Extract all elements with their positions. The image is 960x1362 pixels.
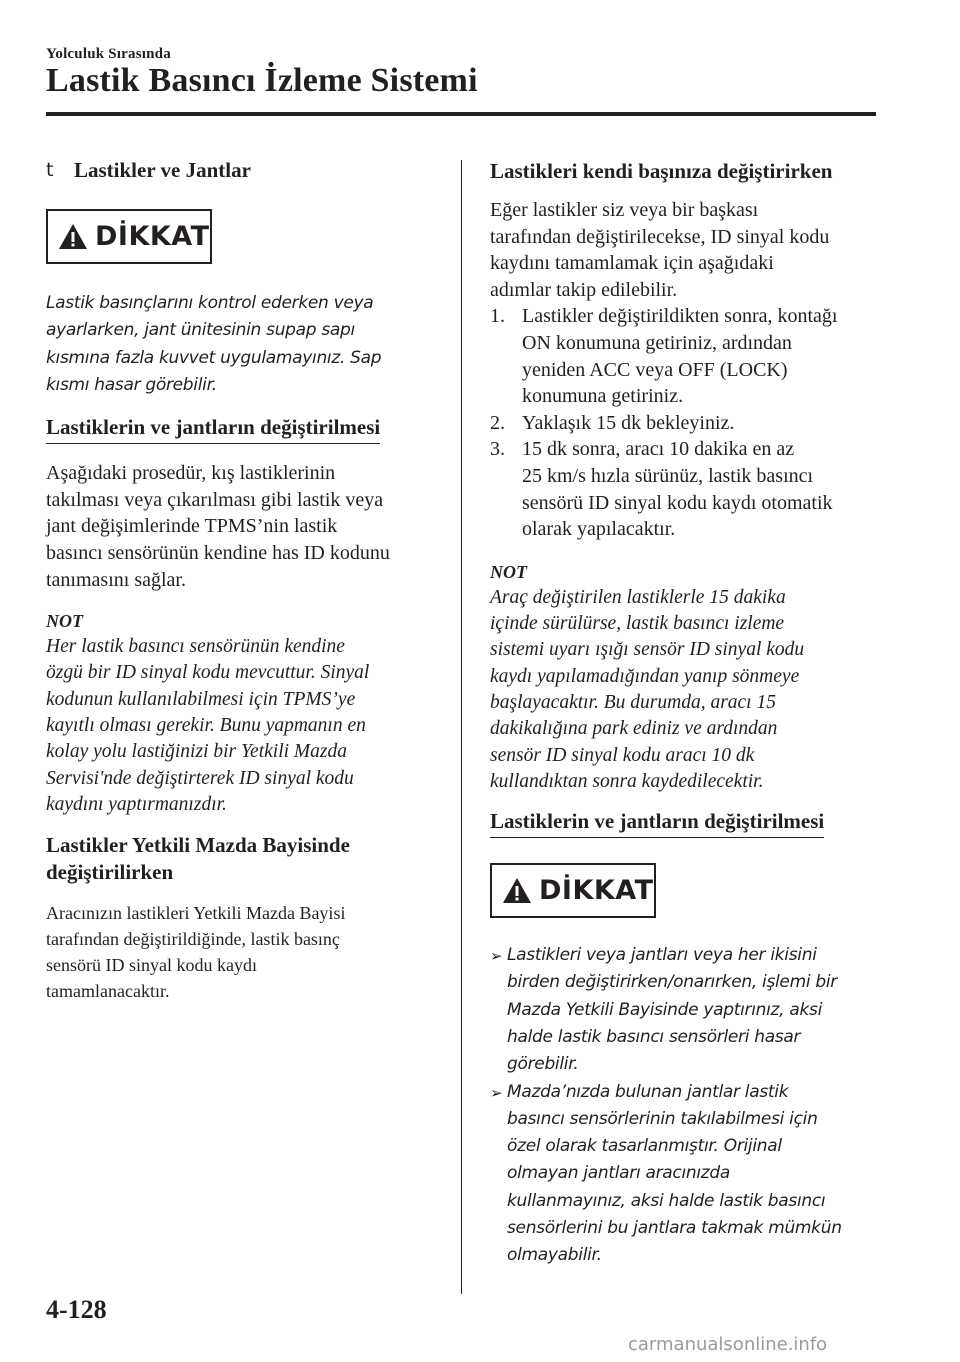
- bullet-line: sensörlerini bu jantlara takmak mümkün: [507, 1218, 842, 1239]
- note-line: kaydını yaptırmanızdır.: [46, 793, 227, 815]
- note-line: kayıtlı olması gerekir. Bunu yapmanın en: [46, 715, 366, 737]
- step-line: ON konumuna getiriniz, ardından: [522, 331, 792, 354]
- caution-label: DİKKAT: [95, 221, 210, 252]
- bullet-line: Mazda’nızda bulunan jantlar lastik: [507, 1081, 789, 1102]
- note-label: NOT: [490, 561, 527, 582]
- text-line: tamamlanacaktır.: [46, 981, 170, 1002]
- note-line: Servisi'nde değiştirterek ID sinyal kodu: [46, 767, 354, 789]
- step-line: 15 dk sonra, aracı 10 dakika en az: [522, 438, 795, 461]
- caution-box: [490, 863, 656, 918]
- text-line: tanımasını sağlar.: [46, 568, 186, 591]
- text-line: takılması veya çıkarılması gibi lastik veya: [46, 488, 384, 511]
- step-item: [490, 436, 885, 542]
- warning-triangle-icon: [58, 223, 88, 250]
- heading-bullet-icon: t: [46, 159, 54, 181]
- note-line: dakikalığına park ediniz ve ardından: [490, 718, 778, 740]
- page-title: Lastik Basıncı İzleme Sistemi: [46, 62, 478, 99]
- bullet-line: kullanmayınız, aksi halde lastik basıncı: [507, 1190, 826, 1211]
- note-line: özgü bir ID sinyal kodu mevcuttur. Sinyal: [46, 662, 370, 684]
- step-item: [490, 303, 885, 409]
- caution-line: kısmı hasar görebilir.: [46, 374, 217, 395]
- text-line: Aracınızın lastikleri Yetkili Mazda Bayisi: [46, 903, 346, 924]
- caution-bullet: [490, 942, 885, 1078]
- text-line: kaydını tamamlamak için aşağıdaki: [490, 252, 774, 275]
- note-line: sistemi uyarı ışığı sensör ID sinyal kodu: [490, 639, 805, 661]
- watermark: carmanualsonline.info: [628, 1334, 828, 1355]
- subheading-wrap: [46, 414, 441, 444]
- note-line: kullandıktan sonra kaydedilecektir.: [490, 770, 764, 792]
- bullet-line: birden değiştirirken/onarırken, işlemi bir: [507, 972, 837, 993]
- subheading-replacing-tires: Lastiklerin ve jantların değiştirilmesi: [490, 808, 824, 838]
- text-line: tarafından değiştirildiğinde, lastik basınç: [46, 929, 340, 950]
- note-line: kodunun kullanılabilmesi için TPMS’ye: [46, 688, 356, 710]
- step-line: Yaklaşık 15 dk bekleyiniz.: [522, 411, 735, 434]
- note-text: [490, 585, 885, 795]
- caution-bullets: [490, 942, 885, 1270]
- note-line: kaydı yapılamadığından yanıp sönmeye: [490, 665, 800, 687]
- bullet-text: [507, 942, 885, 1078]
- note-line: kolay yolu lastiğinizi bir Yetkili Mazda: [46, 741, 347, 763]
- caution-line: kısmına fazla kuvvet uygulamayınız. Sap: [46, 347, 382, 368]
- page-number: 4-128: [46, 1295, 107, 1324]
- left-column: [46, 158, 441, 1004]
- text-line: adımlar takip edilebilir.: [490, 278, 678, 301]
- subheading-line: değiştirilirken: [46, 860, 174, 885]
- arrow-bullet-icon: ➢: [490, 1083, 503, 1102]
- step-line: konumuna getiriniz.: [522, 385, 684, 408]
- text-line: sensörü ID sinyal kodu kaydı: [46, 955, 257, 976]
- bullet-line: Mazda Yetkili Bayisinde yaptırınız, aksi: [507, 999, 822, 1020]
- replacement-paragraph: [46, 460, 441, 593]
- bullet-text: [507, 1079, 885, 1270]
- step-item: [490, 410, 885, 437]
- header-rule: [46, 112, 876, 116]
- subheading-wrap: [490, 808, 885, 838]
- step-number: 3.: [490, 438, 505, 461]
- right-column: [490, 158, 885, 1270]
- dealer-paragraph: [46, 900, 441, 1004]
- text-line: tarafından değiştirilecekse, ID sinyal kodu: [490, 225, 830, 248]
- step-text: [522, 410, 885, 437]
- section-heading: [46, 158, 441, 183]
- text-line: Eğer lastikler siz veya bir başkası: [490, 199, 759, 221]
- step-text: [522, 436, 885, 542]
- bullet-line: görebilir.: [507, 1054, 579, 1075]
- arrow-bullet-icon: ➢: [490, 947, 503, 966]
- caution-box: [46, 209, 212, 264]
- column-divider: [461, 160, 462, 1294]
- bullet-line: olmayan jantları aracınızda: [507, 1163, 731, 1184]
- subheading-replacing-tires: Lastiklerin ve jantların değiştirilmesi: [46, 414, 380, 444]
- caution-line: ayarlarken, jant ünitesinin supap sapı: [46, 320, 355, 341]
- steps-list: [490, 303, 885, 542]
- warning-triangle-icon: [502, 877, 532, 904]
- bullet-line: halde lastik basıncı sensörleri hasar: [507, 1026, 801, 1047]
- note-line: başlayacaktır. Bu durumda, aracı 15: [490, 691, 776, 713]
- section-label: Yolculuk Sırasında: [46, 46, 171, 62]
- note-line: sensör ID sinyal kodu aracı 10 dk: [490, 744, 755, 766]
- text-line: jant değişimlerinde TPMS’nin lastik: [46, 515, 338, 538]
- step-line: olarak yapılacaktır.: [522, 518, 676, 541]
- step-line: Lastikler değiştirildikten sonra, kontağı: [522, 305, 838, 328]
- section-heading-text: Lastikler ve Jantlar: [74, 158, 251, 182]
- caution-bullet: [490, 1079, 885, 1270]
- text-line: Aşağıdaki prosedür, kış lastiklerinin: [46, 462, 336, 485]
- step-number: 1.: [490, 305, 505, 328]
- note-line: Her lastik basıncı sensörünün kendine: [46, 636, 345, 658]
- bullet-line: Lastikleri veya jantları veya her ikisini: [507, 945, 817, 966]
- note-line: Araç değiştirilen lastiklerle 15 dakika: [490, 586, 786, 608]
- note-text: [46, 634, 441, 818]
- bullet-line: olmayabilir.: [507, 1245, 602, 1266]
- step-text: [522, 303, 885, 409]
- caution-text: [46, 290, 441, 399]
- bullet-line: özel olarak tasarlanmıştır. Orijinal: [507, 1136, 782, 1157]
- note-line: içinde sürülürse, lastik basıncı izleme: [490, 613, 785, 635]
- caution-label: DİKKAT: [539, 875, 654, 907]
- subheading-dealer: [46, 832, 441, 886]
- subheading-line: Lastikler Yetkili Mazda Bayisinde: [46, 833, 350, 858]
- subheading-self-replace: Lastikleri kendi başınıza değiştirirken: [490, 159, 833, 183]
- caution-line: Lastik basınçlarını kontrol ederken veya: [46, 293, 374, 313]
- note-label: NOT: [46, 611, 83, 632]
- text-line: basıncı sensörünün kendine has ID kodunu: [46, 541, 390, 564]
- intro-paragraph: [490, 197, 885, 303]
- step-number: 2.: [490, 411, 505, 434]
- step-line: yeniden ACC veya OFF (LOCK): [522, 358, 788, 381]
- bullet-line: basıncı sensörlerinin takılabilmesi için: [507, 1108, 818, 1129]
- step-line: sensörü ID sinyal kodu kaydı otomatik: [522, 491, 833, 514]
- step-line: 25 km/s hızla sürünüz, lastik basıncı: [522, 464, 814, 487]
